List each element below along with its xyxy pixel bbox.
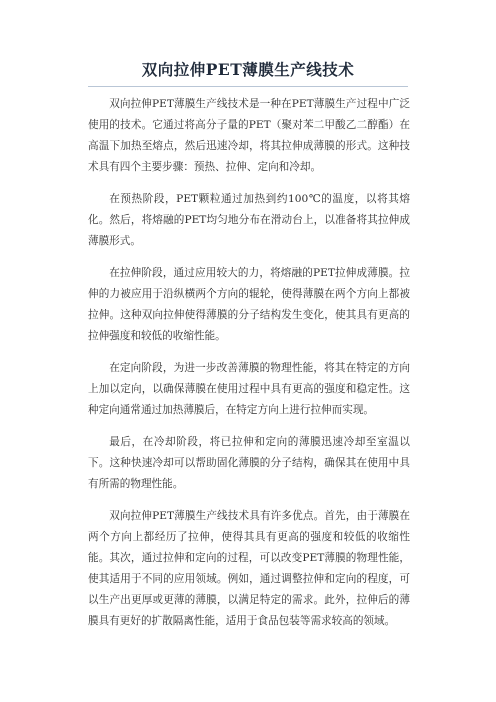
paragraph-preheat: 在预热阶段，PET颗粒通过加热到约100℃的温度，以将其熔化。然后，将熔融的PET均匀地分布在滑动台上，以准备将其拉伸成薄膜形式。 <box>88 193 410 247</box>
title-underline <box>88 86 408 87</box>
document-title: 双向拉伸PET薄膜生产线技术 <box>141 60 355 79</box>
paragraph-advantages: 双向拉伸PET薄膜生产线技术具有许多优点。首先，由于薄膜在两个方向上都经历了拉伸，使得其具有更高的强度和较低的收缩性能。其次，通过拉伸和定向的过程，可以改变PET薄膜的物理性能，使其适用于不同的应用领域。例如，通过调整拉伸和定向的程度，可以生产出更厚或更薄的薄膜，以满足特定的需求。此外，拉伸后的薄膜具有更好的扩散隔离性能，适用于食品包装等需求较高的领域。 <box>88 510 410 627</box>
document-body <box>88 94 410 643</box>
paragraph-stretch: 在拉伸阶段，通过应用较大的力，将熔融的PET拉伸成薄膜。拉伸的力被应用于沿纵横两个方向的辊轮，使得薄膜在两个方向上都被拉伸。这种双向拉伸使得薄膜的分子结构发生变化，使其具有更高的拉伸强度和较低的收缩性能。 <box>88 267 410 342</box>
paragraph-orientation: 在定向阶段，为进一步改善薄膜的物理性能，将其在特定的方向上加以定向，以确保薄膜在使用过程中具有更高的强度和稳定性。这种定向通常通过加热薄膜后，在特定方向上进行拉伸而实现。 <box>88 362 410 416</box>
paragraph-cooling: 最后，在冷却阶段，将已拉伸和定向的薄膜迅速冷却至室温以下。这种快速冷却可以帮助固化薄膜的分子结构，确保其在使用中具有所需的物理性能。 <box>88 436 410 490</box>
paragraph-intro: 双向拉伸PET薄膜生产线技术是一种在PET薄膜生产过程中广泛使用的技术。它通过将高分子量的PET（聚对苯二甲酸乙二醇酯）在高温下加热至熔点，然后迅速冷却，将其拉伸成薄膜的形式。这种技术具有四个主要步骤：预热、拉伸、定向和冷却。 <box>88 98 410 173</box>
